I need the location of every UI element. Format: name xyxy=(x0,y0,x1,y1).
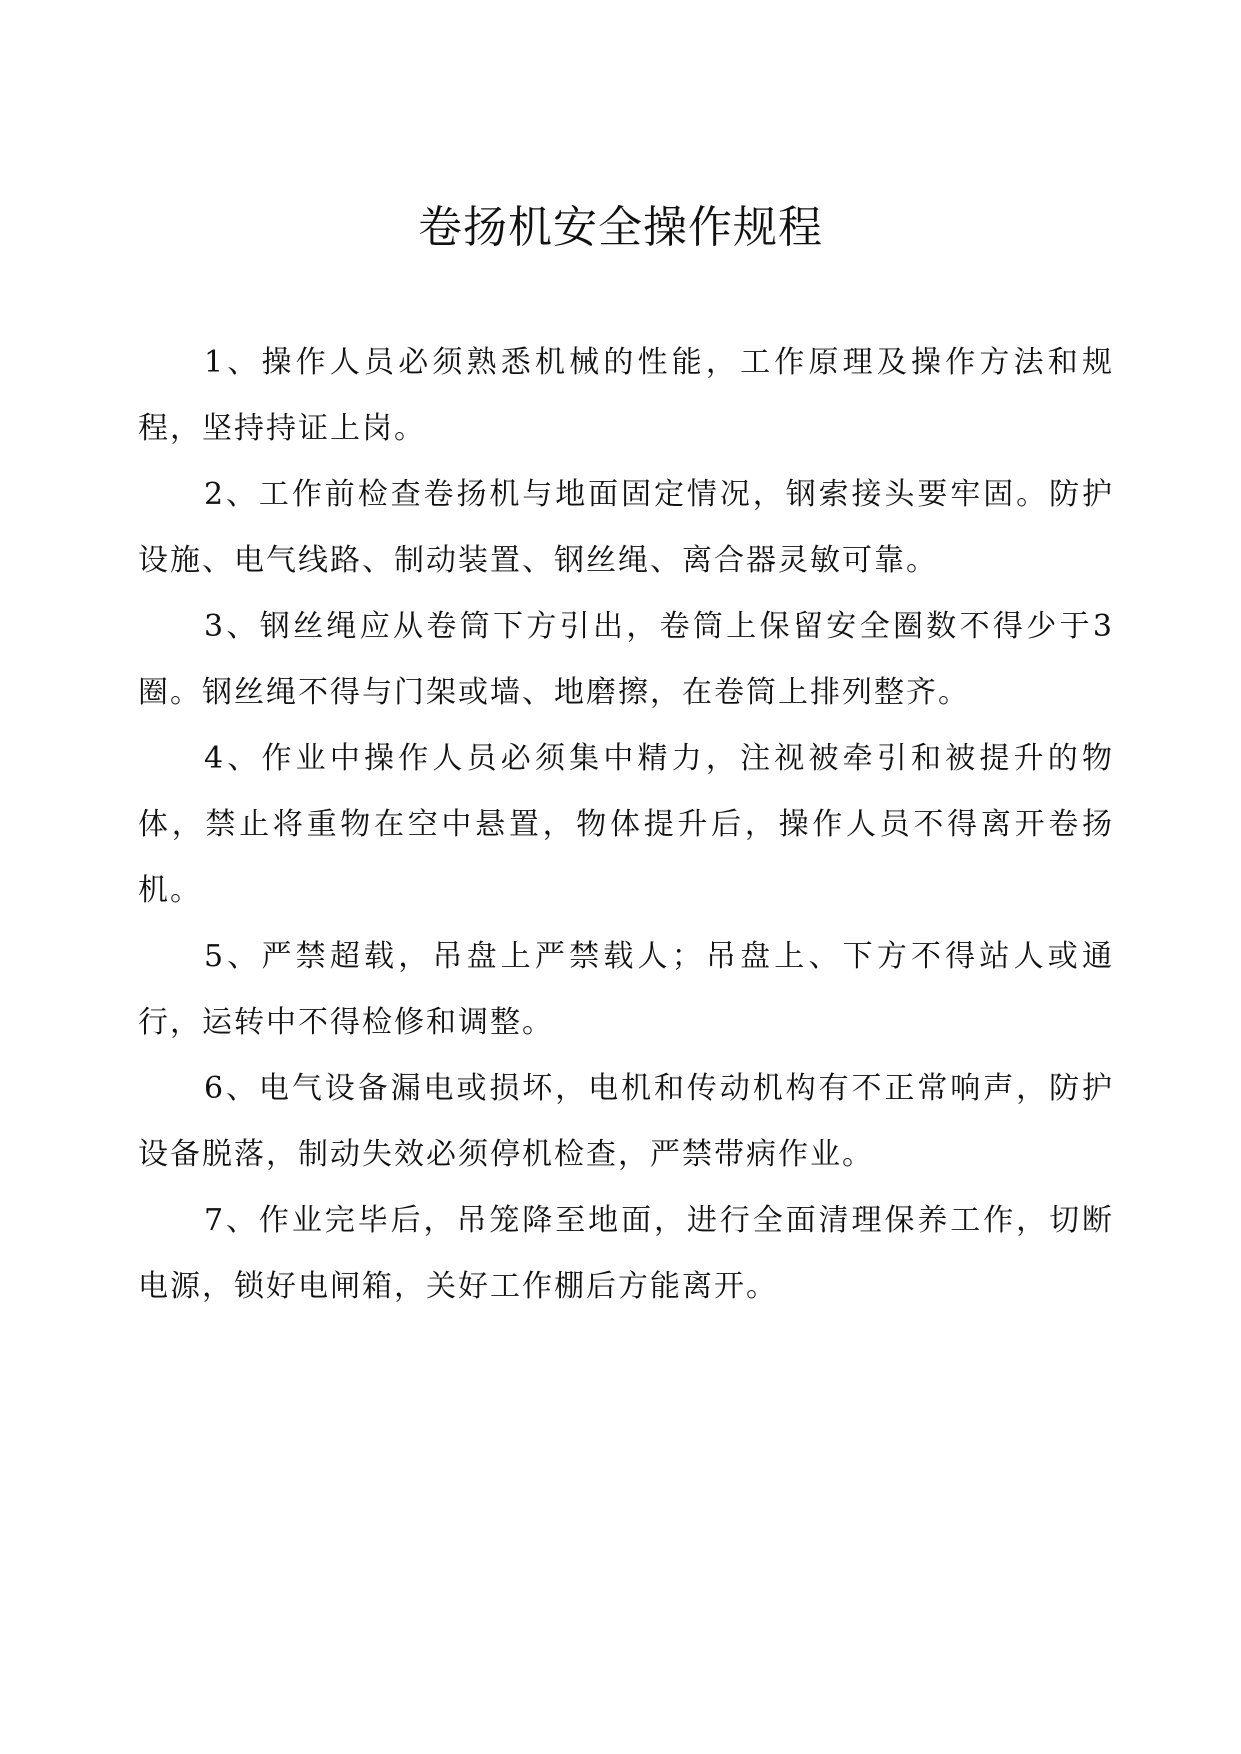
paragraph-2: 2、工作前检查卷扬机与地面固定情况，钢索接头要牢固。防护设施、电气线路、制动装置、钢丝绳、离合器灵敏可靠。 xyxy=(138,477,1114,578)
paragraph-6: 6、电气设备漏电或损坏，电机和传动机构有不正常响声，防护设备脱落，制动失效必须停机检查，严禁带病作业。 xyxy=(138,1071,1114,1172)
paragraph-5: 5、严禁超载，吊盘上严禁载人；吊盘上、下方不得站人或通行，运转中不得检修和调整。 xyxy=(138,939,1114,1040)
document-title: 卷扬机安全操作规程 xyxy=(418,202,823,253)
paragraph-1: 1、操作人员必须熟悉机械的性能，工作原理及操作方法和规程，坚持持证上岗。 xyxy=(138,345,1114,446)
paragraph-4: 4、作业中操作人员必须集中精力，注视被牵引和被提升的物体，禁止将重物在空中悬置，物体提升后，操作人员不得离开卷扬机。 xyxy=(138,741,1114,908)
document-body xyxy=(138,330,1114,1320)
paragraph-7: 7、作业完毕后，吊笼降至地面，进行全面清理保养工作，切断电源，锁好电闸箱，关好工作棚后方能离开。 xyxy=(138,1203,1114,1304)
paragraph-3: 3、钢丝绳应从卷筒下方引出，卷筒上保留安全圈数不得少于3圈。钢丝绳不得与门架或墙、地磨擦，在卷筒上排列整齐。 xyxy=(138,609,1114,710)
